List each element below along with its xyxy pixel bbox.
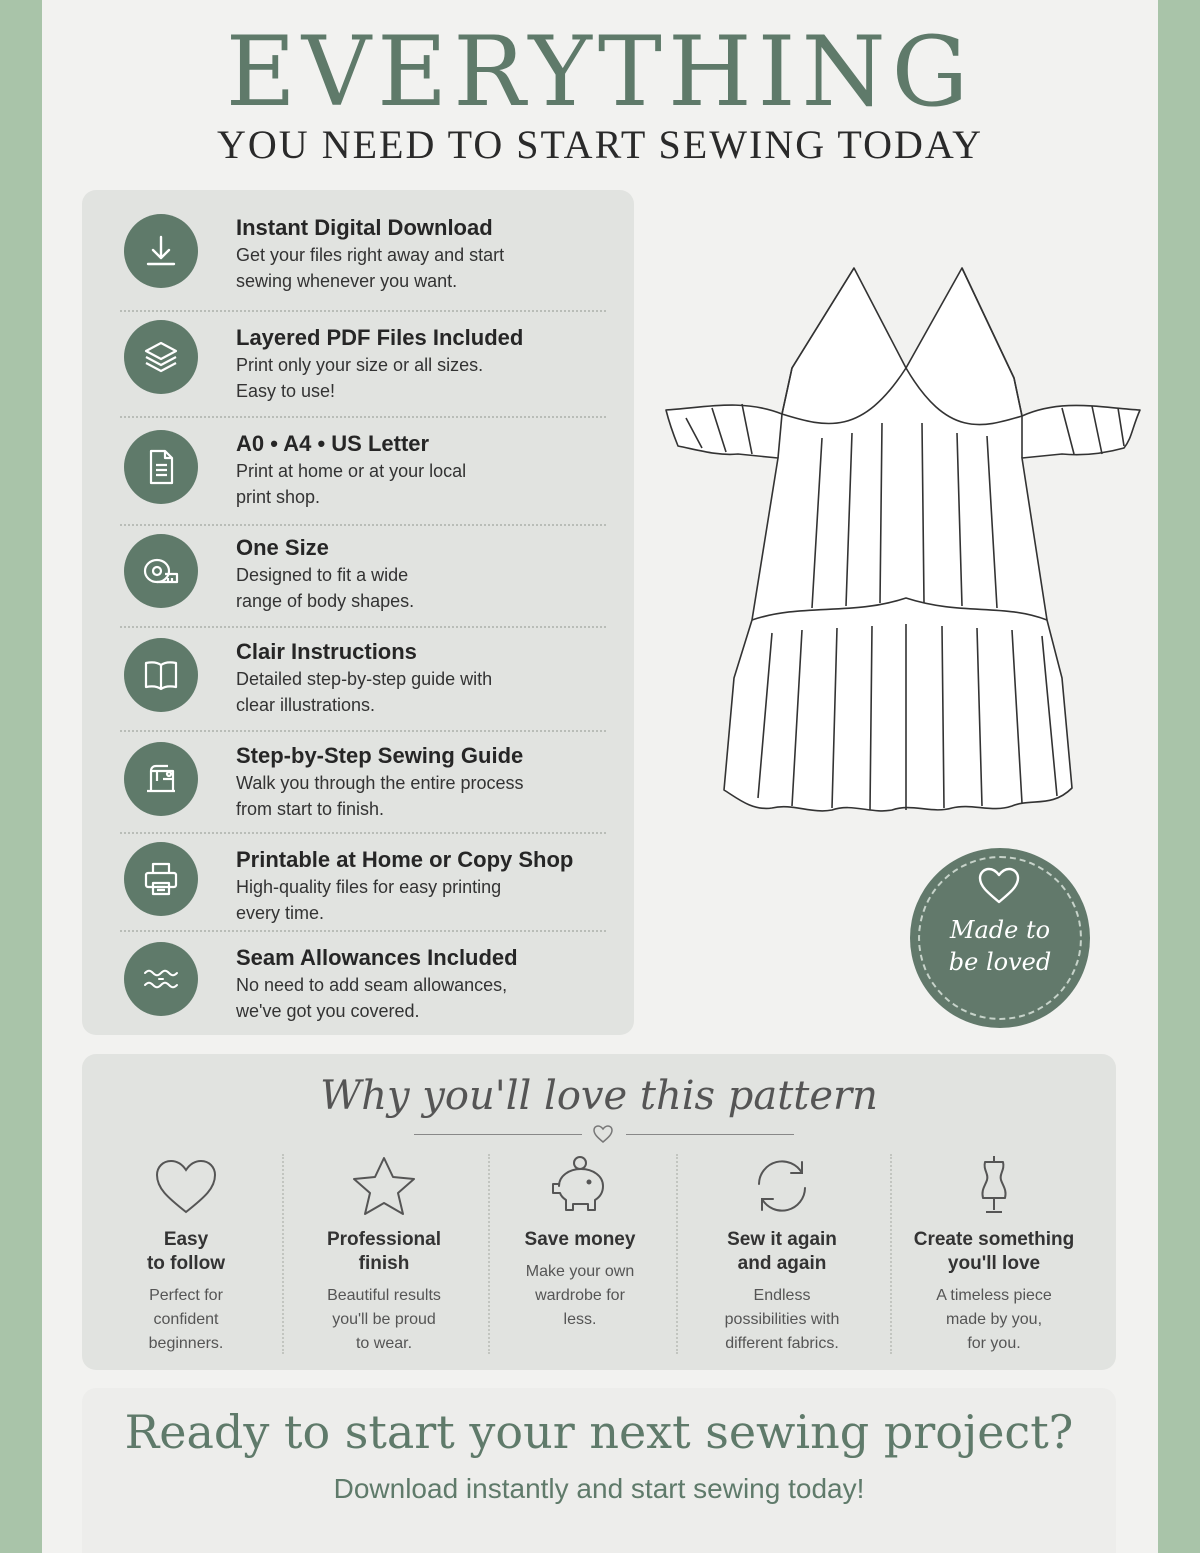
feature-divider [120, 626, 606, 628]
benefit-description: Make your own wardrobe for less. [525, 1263, 635, 1328]
layers-icon [124, 320, 198, 394]
dress-form-icon [959, 1154, 1029, 1218]
made-to-be-loved-badge [910, 848, 1090, 1028]
benefit-divider [890, 1154, 892, 1354]
feature-description: Print at home or at your local print shop. [236, 461, 467, 507]
feature-divider [120, 930, 606, 932]
feature-divider [120, 416, 606, 418]
benefit-item [480, 1154, 680, 1332]
small-heart-icon [592, 1124, 614, 1144]
open-book-icon [124, 638, 198, 712]
seam-icon [124, 942, 198, 1016]
benefit-item [894, 1154, 1094, 1356]
dress-illustration [662, 258, 1148, 818]
printer-icon [124, 842, 198, 916]
feature-description: Detailed step-by-step guide with clear illustrations. [236, 669, 493, 715]
title-divider-left [414, 1134, 582, 1135]
feature-description: Get your files right away and start sewing whenever you want. [236, 245, 505, 291]
benefit-description: Endless possibilities with different fabrics. [724, 1287, 840, 1352]
feature-title: Layered PDF Files Included [236, 325, 524, 350]
feature-title: Instant Digital Download [236, 215, 493, 240]
document-icon [124, 430, 198, 504]
benefits-panel [82, 1054, 1116, 1370]
page-title: EVERYTHING [225, 16, 975, 128]
heart-outline-icon [151, 1154, 221, 1218]
feature-divider [120, 730, 606, 732]
benefits-title: Why you'll love this pattern [320, 1073, 878, 1119]
feature-title: Clair Instructions [236, 639, 417, 664]
repeat-icon [747, 1154, 817, 1218]
feature-description: No need to add seam allowances, we've got you covered. [236, 975, 508, 1021]
cta-title: Ready to start your next sewing project? [124, 1405, 1074, 1459]
benefit-item [284, 1154, 484, 1356]
features-panel [82, 190, 634, 1035]
page [42, 0, 1158, 1553]
benefit-title: Sew it again and again [727, 1229, 837, 1274]
badge-text: Made to be loved [948, 916, 1052, 976]
benefit-description: Beautiful results you'll be proud to wear. [327, 1287, 441, 1352]
benefit-description: A timeless piece made by you, for you. [936, 1287, 1052, 1352]
benefit-title: Create something you'll love [913, 1229, 1075, 1274]
measuring-tape-icon [124, 534, 198, 608]
feature-title: Seam Allowances Included [236, 945, 518, 970]
feature-divider [120, 524, 606, 526]
star-icon [349, 1154, 419, 1218]
benefit-item [682, 1154, 882, 1356]
feature-description: Print only your size or all sizes. Easy to use! [236, 355, 484, 401]
piggy-bank-icon [545, 1154, 615, 1218]
heart-icon [977, 866, 1021, 906]
page-subtitle: YOU NEED TO START SEWING TODAY [217, 122, 983, 167]
benefit-item [86, 1154, 286, 1356]
feature-divider [120, 310, 606, 312]
feature-divider [120, 832, 606, 834]
benefit-divider [676, 1154, 678, 1354]
benefit-title: Save money [524, 1229, 636, 1250]
cta-panel [82, 1388, 1116, 1553]
cta-subtitle: Download instantly and start sewing today! [333, 1473, 865, 1504]
benefit-title: Professional finish [326, 1229, 442, 1274]
feature-title: A0 • A4 • US Letter [236, 431, 430, 456]
sewing-machine-icon [124, 742, 198, 816]
feature-description: Designed to fit a wide range of body shapes. [236, 565, 415, 611]
title-divider-right [626, 1134, 794, 1135]
feature-title: Printable at Home or Copy Shop [236, 847, 574, 872]
download-icon [124, 214, 198, 288]
feature-description: Walk you through the entire process from start to finish. [236, 773, 524, 819]
benefit-description: Perfect for confident beginners. [148, 1287, 224, 1352]
benefit-title: Easy to follow [146, 1229, 226, 1274]
feature-title: One Size [236, 535, 329, 560]
feature-description: High-quality files for easy printing every time. [236, 877, 502, 923]
feature-title: Step-by-Step Sewing Guide [236, 743, 524, 768]
